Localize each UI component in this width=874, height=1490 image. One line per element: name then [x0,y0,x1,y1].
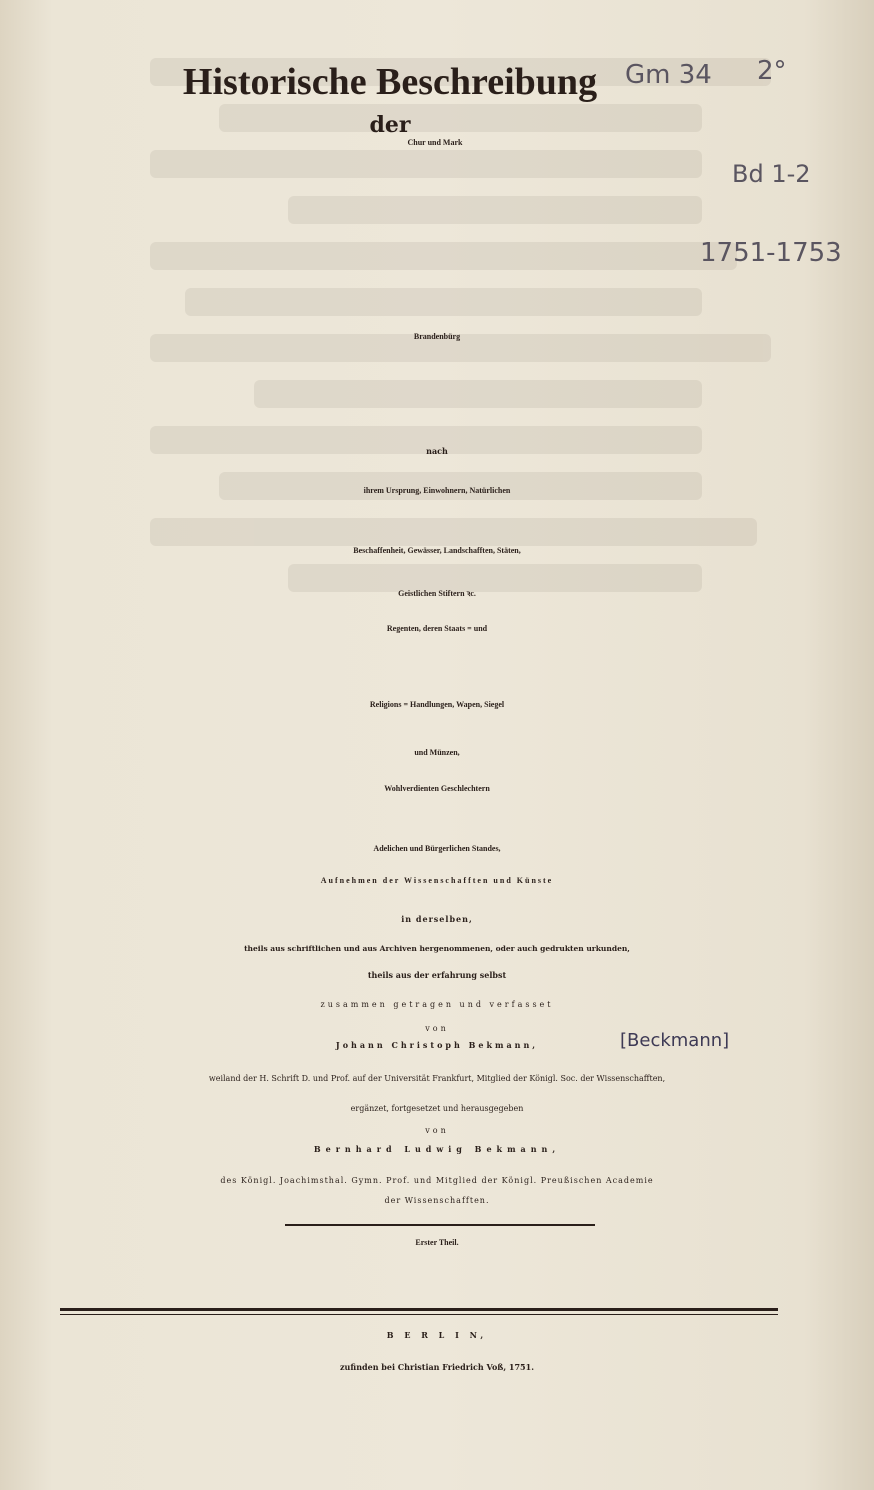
volumes-note: Bd 1-2 [732,160,811,188]
format-note: 2° [757,56,787,86]
title-line-14: Aufnehmen der Wissenschafften und Künste [320,876,554,885]
double-rule-bottom [60,1314,778,1315]
title-line-17: theils aus der erfahrung selbst [367,970,507,980]
author-note: [Beckmann] [620,1030,730,1051]
title-line-11: und Münzen, [414,748,460,757]
city: B E R L I N, [386,1330,488,1340]
title-line-5: nach [426,446,448,456]
title-line-3: Chur und Mark [407,138,463,147]
title-line-12: Wohlverdienten Geschlechtern [384,784,490,793]
edited-by: ergänzet, fortgesetzet und herausgegeben [350,1104,524,1113]
title-line-13: Adelichen und Bürgerlichen Standes, [373,844,501,853]
author-2-description-2: der Wissenschafften. [384,1196,490,1205]
title-line-7: Beschaffenheit, Gewässer, Landschafften, Stäten, [353,546,521,555]
bleed-through-text [150,40,840,800]
author-1-description: weiland der H. Schrift D. und Prof. auf der Universität Frankfurt, Mitglied der Königl. Soc. der Wissenschafften, [208,1074,666,1083]
title-line-16: theils aus schriftlichen und aus Archiven hergenommenen, oder auch gedrukten urkunden, [244,944,630,953]
title-line-1: Historische Beschreibung [182,61,598,103]
title-line-18: zusammen getragen und verfasset [320,1000,554,1009]
edited-by-von: von [425,1126,449,1135]
title-line-10: Religions = Handlungen, Wapen, Siegel [369,700,505,709]
title-line-8: Geistlichen Stiftern ꝛc. [398,589,476,598]
author-2-name: Bernhard Ludwig Bekmann, [313,1144,561,1154]
short-divider [285,1224,595,1226]
title-line-6: ihrem Ursprung, Einwohnern, Natürlichen [363,486,511,495]
title-line-15: in derselben, [401,914,473,924]
title-line-4: Brandenbürg [413,332,461,341]
shelfmark-note: Gm 34 [625,60,712,90]
title-line-2: der [369,112,411,138]
double-rule-top [60,1308,778,1311]
title-line-19: von [425,1024,449,1033]
title-line-9: Regenten, deren Staats = und [386,624,488,633]
volume-label: Erster Theil. [415,1238,459,1247]
imprint: zufinden bei Christian Friedrich Voß, 1751. [340,1362,534,1372]
author-2-description-1: des Königl. Joachimsthal. Gymn. Prof. und Mitglied der Königl. Preußischen Academie [220,1176,654,1185]
author-1-name: Johann Christoph Bekmann, [335,1040,539,1050]
years-note: 1751-1753 [700,238,842,268]
